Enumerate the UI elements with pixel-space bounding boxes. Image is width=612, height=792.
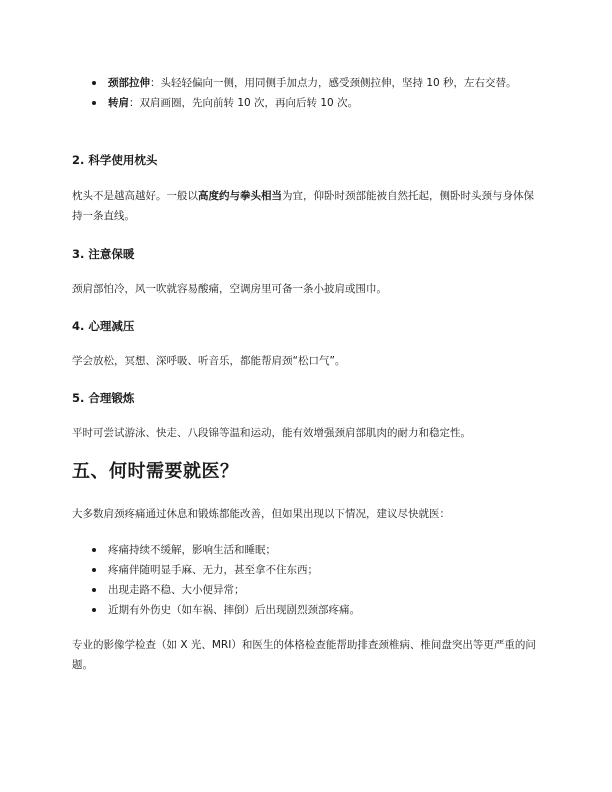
chapter-heading: 五、何时需要就医？: [72, 461, 239, 482]
paragraph-bold-text: 高度约与拳头相当: [198, 190, 282, 202]
section-heading: 2. 科学使用枕头: [72, 153, 158, 167]
list-item: 近期有外伤史（如车祸、摔倒）后出现剧烈颈部疼痛。: [72, 600, 540, 620]
paragraph-text: 为宜，仰卧时颈部能被自然托起，侧卧时头颈与身体保持一条直线。: [72, 190, 534, 222]
paragraph-text: 枕头不是越高越好。一般以: [72, 190, 198, 202]
exercise-list: [72, 73, 540, 113]
section-heading: 5. 合理锻炼: [72, 391, 135, 405]
paragraph: [72, 186, 540, 226]
list-item-text: ：头轻轻偏向一侧，用同侧手加点力，感受颈侧拉伸，坚持 10 秒，左右交替。: [150, 77, 517, 89]
list-item-term: 转肩: [108, 97, 129, 109]
paragraph: 平时可尝试游泳、快走、八段锦等温和运动，能有效增强颈肩部肌肉的耐力和稳定性。: [72, 427, 471, 439]
list-item: 出现走路不稳、大小便异常；: [72, 580, 540, 600]
paragraph: 颈肩部怕冷，风一吹就容易酸痛，空调房里可备一条小披肩或围巾。: [72, 283, 387, 295]
list-item: 疼痛伴随明显手麻、无力，甚至拿不住东西；: [72, 560, 540, 580]
list-item: [72, 73, 540, 93]
list-item-term: 颈部拉伸: [108, 77, 150, 89]
paragraph: 学会放松，冥想、深呼吸、听音乐，都能帮肩颈“松口气”。: [72, 355, 346, 367]
section-heading: 3. 注意保暖: [72, 247, 135, 261]
section-heading: 4. 心理减压: [72, 319, 135, 333]
paragraph: 大多数肩颈疼痛通过休息和锻炼都能改善，但如果出现以下情况，建议尽快就医：: [72, 508, 450, 520]
paragraph: 专业的影像学检查（如 X 光、MRI）和医生的体格检查能帮助排查颈椎病、椎间盘突出等更严重的问题。: [72, 639, 536, 671]
symptom-list: [72, 540, 540, 620]
list-item: [72, 93, 540, 113]
list-item: 疼痛持续不缓解，影响生活和睡眠；: [72, 540, 540, 560]
list-item-text: ：双肩画圈，先向前转 10 次，再向后转 10 次。: [129, 97, 359, 109]
